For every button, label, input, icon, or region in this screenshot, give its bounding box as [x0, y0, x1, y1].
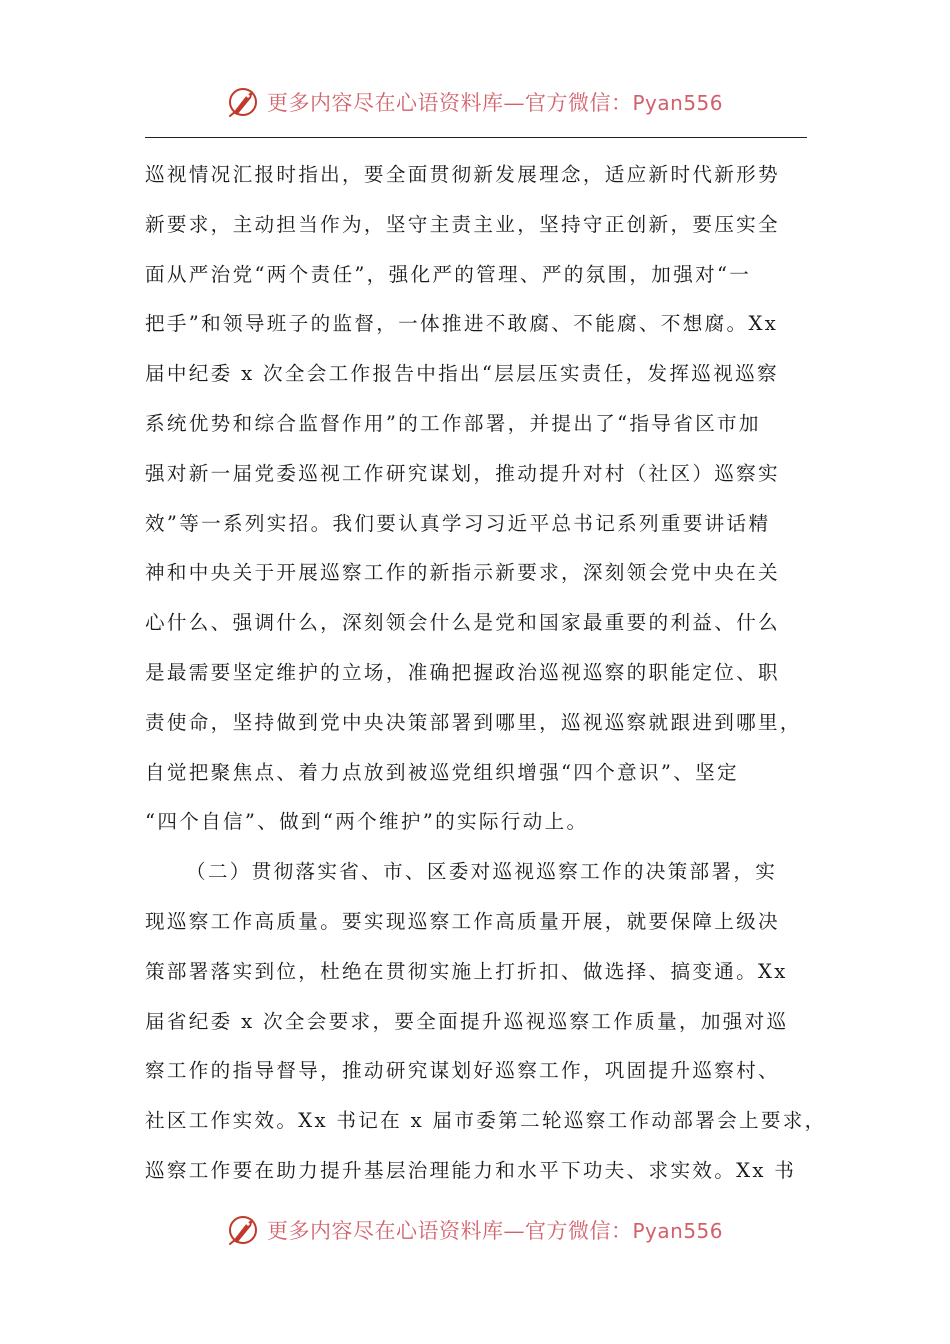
- footer-wechat-id: Pyan556: [632, 1219, 723, 1243]
- footer-banner-label: 更多内容尽在心语资料库—官方微信：: [266, 1219, 633, 1243]
- body-line: 责使命，坚持做到党中央决策部署到哪里，巡视巡察就跟进到哪里，: [145, 710, 802, 734]
- body-line: 察工作的指导督导，推动研究谋划好巡察工作，巩固提升巡察村、: [145, 1059, 780, 1083]
- footer-banner: [0, 1210, 950, 1250]
- body-line: 系统优势和综合监督作用”的工作部署，并提出了“指导省区市加: [145, 411, 761, 435]
- body-line: 是最需要坚定维护的立场，准确把握政治巡视巡察的职能定位、职: [145, 660, 780, 684]
- header-banner-label: 更多内容尽在心语资料库—官方微信：: [266, 91, 633, 115]
- header-rule: [145, 137, 807, 138]
- header-banner-text: [267, 87, 723, 117]
- body-line: 社区工作实效。Xx 书记在 x 届市委第二轮巡察工作动部署会上要求，: [145, 1109, 827, 1133]
- body-line: 策部署落实到位，杜绝在贯彻实施上打折扣、做选择、搞变通。Xx: [145, 959, 788, 983]
- body-line: “四个自信”、做到“两个维护”的实际行动上。: [145, 810, 589, 834]
- document-body: [145, 150, 825, 1196]
- header-wechat-id: Pyan556: [632, 91, 723, 115]
- body-line: 新要求，主动担当作为，坚守主责主业，坚持守正创新，要压实全: [145, 212, 780, 236]
- body-line: 巡察工作要在助力提升基层治理能力和水平下功夫、求实效。Xx 书: [145, 1158, 797, 1182]
- body-line: 面从严治党“两个责任”，强化严的管理、严的氛围，加强对“一: [145, 262, 752, 286]
- footer-banner-inner: [227, 1213, 723, 1247]
- body-line: 届省纪委 x 次全会要求，要全面提升巡视巡察工作质量，加强对巡: [145, 1009, 789, 1033]
- body-line: 强对新一届党委巡视工作研究谋划，推动提升对村（社区）巡察实: [145, 461, 780, 485]
- body-line: 巡视情况汇报时指出，要全面贯彻新发展理念，适应新时代新形势: [145, 163, 780, 186]
- body-line: 现巡察工作高质量。要实现巡察工作高质量开展，就要保障上级决: [145, 909, 780, 933]
- pen-nib-circle-icon: [227, 1213, 261, 1247]
- body-line: 效”等一系列实招。我们要认真学习习近平总书记系列重要讲话精: [145, 511, 771, 535]
- body-line: 届中纪委 x 次全会工作报告中指出“层层压实责任，发挥巡视巡察: [145, 362, 779, 386]
- header-banner: [0, 82, 950, 122]
- body-line: 自觉把聚焦点、着力点放到被巡党组织增强“四个意识”、坚定: [145, 760, 739, 784]
- body-line: 神和中央关于开展巡察工作的新指示新要求，深刻领会党中央在关: [145, 561, 780, 585]
- pen-nib-circle-icon: [227, 85, 261, 119]
- section-heading-line: （二）贯彻落实省、市、区委对巡视巡察工作的决策部署，实: [186, 860, 778, 884]
- body-line: 把手”和领导班子的监督，一体推进不敢腐、不能腐、不想腐。Xx: [145, 312, 779, 336]
- body-line: 心什么、强调什么，深刻领会什么是党和国家最重要的利益、什么: [145, 611, 780, 635]
- header-banner-inner: [227, 85, 723, 119]
- footer-banner-text: [267, 1215, 723, 1245]
